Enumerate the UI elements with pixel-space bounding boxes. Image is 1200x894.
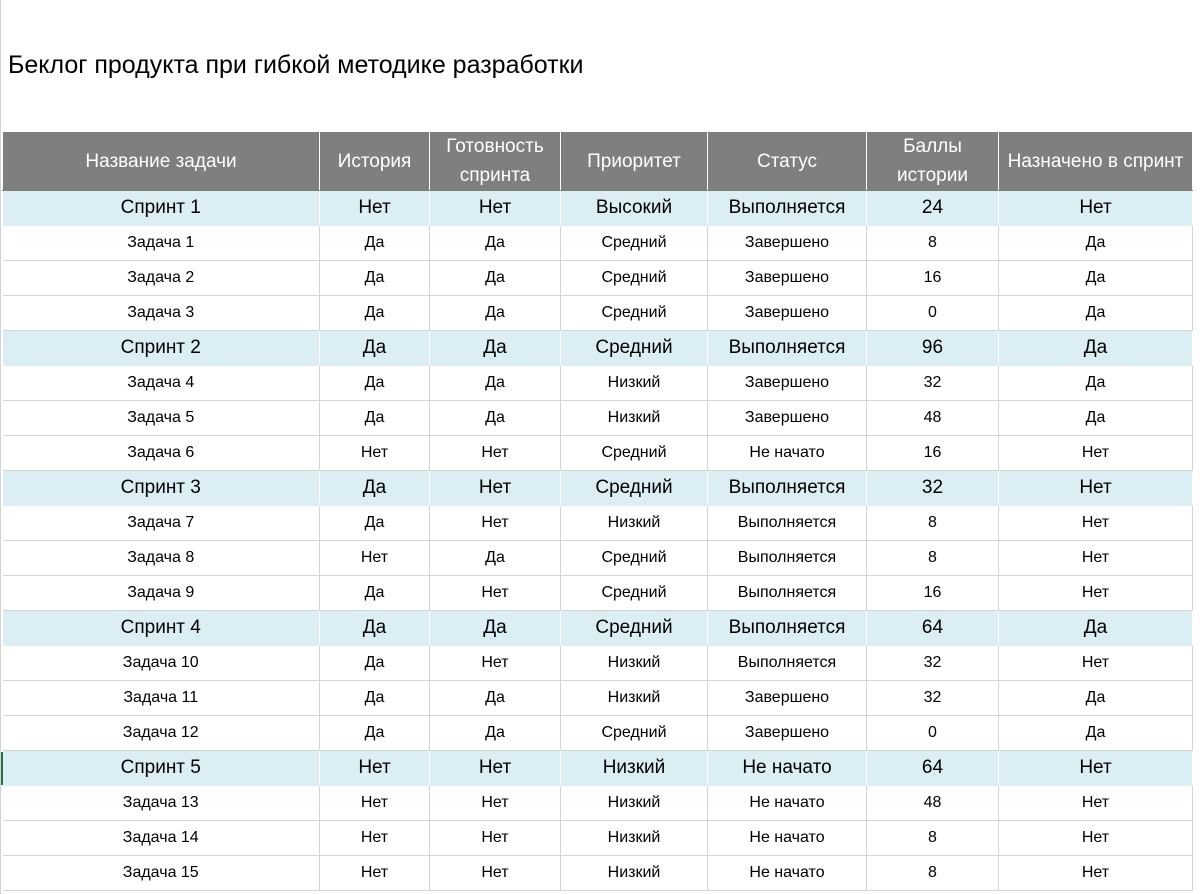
cell-status[interactable]: Завершено (708, 401, 867, 436)
cell-sprint-ready[interactable]: Да (430, 716, 561, 751)
cell-assigned-to-sprint[interactable]: Нет (999, 646, 1193, 681)
cell-story-points[interactable]: 16 (867, 261, 999, 296)
task-row (3, 646, 1193, 681)
cell-assigned-to-sprint[interactable]: Нет (999, 821, 1193, 856)
header-priority[interactable]: Приоритет (561, 132, 708, 191)
cell-status[interactable]: Не начато (708, 786, 867, 821)
cell-status[interactable]: Завершено (708, 296, 867, 331)
cell-priority[interactable]: Низкий (561, 506, 708, 541)
task-row (3, 576, 1193, 611)
cell-status[interactable]: Завершено (708, 366, 867, 401)
task-row (3, 821, 1193, 856)
cell-task-name[interactable]: Спринт 5 (3, 751, 320, 786)
cell-task-name[interactable]: Задача 8 (3, 541, 320, 576)
cell-status[interactable]: Не начато (708, 821, 867, 856)
cell-status[interactable]: Выполняется (708, 611, 867, 646)
task-row (3, 786, 1193, 821)
cell-sprint-ready[interactable]: Да (430, 611, 561, 646)
cell-story-points[interactable]: 32 (867, 471, 999, 506)
cell-sprint-ready[interactable]: Да (430, 296, 561, 331)
cell-status[interactable]: Выполняется (708, 331, 867, 366)
cell-status[interactable]: Выполняется (708, 646, 867, 681)
cell-sprint-ready[interactable]: Нет (430, 471, 561, 506)
cell-priority[interactable]: Низкий (561, 786, 708, 821)
cell-task-name[interactable]: Задача 15 (3, 856, 320, 891)
cell-task-name[interactable]: Задача 12 (3, 716, 320, 751)
cell-story[interactable]: Нет (320, 821, 430, 856)
cell-priority[interactable]: Низкий (561, 856, 708, 891)
cell-sprint-ready[interactable]: Нет (430, 786, 561, 821)
cell-task-name[interactable]: Спринт 3 (3, 471, 320, 506)
cell-assigned-to-sprint[interactable]: Нет (999, 436, 1193, 471)
task-row (3, 541, 1193, 576)
cell-story[interactable]: Да (320, 576, 430, 611)
cell-task-name[interactable]: Задача 10 (3, 646, 320, 681)
cell-story-points[interactable]: 8 (867, 821, 999, 856)
cell-priority[interactable]: Низкий (561, 681, 708, 716)
cell-task-name[interactable]: Задача 7 (3, 506, 320, 541)
cell-story-points[interactable]: 48 (867, 786, 999, 821)
cell-story[interactable]: Да (320, 716, 430, 751)
cell-story-points[interactable]: 0 (867, 716, 999, 751)
cell-priority[interactable]: Средний (561, 436, 708, 471)
task-row (3, 226, 1193, 261)
cell-priority[interactable]: Средний (561, 296, 708, 331)
cell-sprint-ready[interactable]: Нет (430, 856, 561, 891)
cell-story-points[interactable]: 8 (867, 506, 999, 541)
sprint-row (3, 331, 1193, 366)
cell-story[interactable]: Нет (320, 541, 430, 576)
cell-story-points[interactable]: 8 (867, 226, 999, 261)
cell-task-name[interactable]: Задача 4 (3, 366, 320, 401)
task-row (3, 716, 1193, 751)
cell-assigned-to-sprint[interactable]: Нет (999, 471, 1193, 506)
cell-assigned-to-sprint[interactable]: Да (999, 681, 1193, 716)
cell-priority[interactable]: Средний (561, 471, 708, 506)
task-row (3, 436, 1193, 471)
task-row (3, 506, 1193, 541)
cell-priority[interactable]: Средний (561, 716, 708, 751)
cell-story-points[interactable]: 16 (867, 436, 999, 471)
cell-priority[interactable]: Средний (561, 331, 708, 366)
cell-sprint-ready[interactable]: Нет (430, 191, 561, 226)
cell-task-name[interactable]: Задача 14 (3, 821, 320, 856)
cell-priority[interactable]: Низкий (561, 751, 708, 786)
cell-sprint-ready[interactable]: Да (430, 331, 561, 366)
cell-assigned-to-sprint[interactable]: Нет (999, 856, 1193, 891)
cell-priority[interactable]: Средний (561, 576, 708, 611)
cell-task-name[interactable]: Спринт 1 (3, 191, 320, 226)
cell-assigned-to-sprint[interactable]: Да (999, 716, 1193, 751)
cell-task-name[interactable]: Задача 5 (3, 401, 320, 436)
cell-story[interactable]: Да (320, 471, 430, 506)
cell-assigned-to-sprint[interactable]: Нет (999, 751, 1193, 786)
cell-task-name[interactable]: Задача 3 (3, 296, 320, 331)
cell-story[interactable]: Да (320, 611, 430, 646)
cell-story-points[interactable]: 48 (867, 401, 999, 436)
cell-story-points[interactable]: 24 (867, 191, 999, 226)
cell-story[interactable]: Да (320, 261, 430, 296)
cell-story-points[interactable]: 0 (867, 296, 999, 331)
cell-story-points[interactable]: 16 (867, 576, 999, 611)
cell-story-points[interactable]: 32 (867, 681, 999, 716)
cell-sprint-ready[interactable]: Да (430, 366, 561, 401)
cell-task-name[interactable]: Спринт 4 (3, 611, 320, 646)
cell-story[interactable]: Да (320, 366, 430, 401)
cell-story[interactable]: Да (320, 226, 430, 261)
task-row (3, 366, 1193, 401)
cell-story[interactable]: Да (320, 401, 430, 436)
cell-status[interactable]: Выполняется (708, 541, 867, 576)
cell-status[interactable]: Выполняется (708, 191, 867, 226)
cell-assigned-to-sprint[interactable]: Да (999, 226, 1193, 261)
cell-sprint-ready[interactable]: Да (430, 681, 561, 716)
cell-priority[interactable]: Средний (561, 261, 708, 296)
cell-story[interactable]: Нет (320, 751, 430, 786)
cell-status[interactable]: Не начато (708, 856, 867, 891)
task-row (3, 856, 1193, 891)
cell-story[interactable]: Нет (320, 786, 430, 821)
cell-story[interactable]: Да (320, 646, 430, 681)
cell-sprint-ready[interactable]: Да (430, 226, 561, 261)
cell-priority[interactable]: Средний (561, 611, 708, 646)
cell-status[interactable]: Завершено (708, 716, 867, 751)
cell-story[interactable]: Да (320, 331, 430, 366)
cell-story[interactable]: Нет (320, 436, 430, 471)
cell-priority[interactable]: Низкий (561, 821, 708, 856)
task-row (3, 681, 1193, 716)
cell-status[interactable]: Выполняется (708, 576, 867, 611)
cell-priority[interactable]: Средний (561, 226, 708, 261)
cell-story[interactable]: Нет (320, 191, 430, 226)
cell-priority[interactable]: Средний (561, 541, 708, 576)
cell-story-points[interactable]: 8 (867, 856, 999, 891)
cell-sprint-ready[interactable]: Нет (430, 751, 561, 786)
cell-priority[interactable]: Низкий (561, 401, 708, 436)
sprint-row (3, 471, 1193, 506)
cell-sprint-ready[interactable]: Да (430, 261, 561, 296)
header-row (3, 132, 1193, 191)
cell-status[interactable]: Не начато (708, 751, 867, 786)
sprint-row (3, 191, 1193, 226)
cell-story[interactable]: Нет (320, 856, 430, 891)
cell-story[interactable]: Да (320, 506, 430, 541)
cell-assigned-to-sprint[interactable]: Да (999, 366, 1193, 401)
cell-assigned-to-sprint[interactable]: Да (999, 611, 1193, 646)
cell-task-name[interactable]: Задача 1 (3, 226, 320, 261)
cell-assigned-to-sprint[interactable]: Да (999, 261, 1193, 296)
sheet-title[interactable]: Беклог продукта при гибкой методике разработки (8, 51, 584, 79)
cell-story[interactable]: Да (320, 681, 430, 716)
header-story-points[interactable]: Баллы истории (867, 132, 999, 191)
cell-sprint-ready[interactable]: Нет (430, 506, 561, 541)
cell-priority[interactable]: Низкий (561, 366, 708, 401)
task-row (3, 401, 1193, 436)
cell-task-name[interactable]: Задача 2 (3, 261, 320, 296)
header-task-name[interactable]: Название задачи (3, 132, 320, 191)
cell-assigned-to-sprint[interactable]: Нет (999, 506, 1193, 541)
cell-sprint-ready[interactable]: Да (430, 541, 561, 576)
cell-assigned-to-sprint[interactable]: Да (999, 296, 1193, 331)
cell-task-name[interactable]: Спринт 2 (3, 331, 320, 366)
backlog-table (2, 131, 1193, 891)
task-row (3, 261, 1193, 296)
header-assigned-to-sprint[interactable]: Назначено в спринт (999, 132, 1193, 191)
cell-status[interactable]: Завершено (708, 226, 867, 261)
sprint-row (3, 611, 1193, 646)
cell-assigned-to-sprint[interactable]: Да (999, 331, 1193, 366)
cell-task-name[interactable]: Задача 11 (3, 681, 320, 716)
cell-sprint-ready[interactable]: Нет (430, 576, 561, 611)
cell-story-points[interactable]: 8 (867, 541, 999, 576)
cell-assigned-to-sprint[interactable]: Нет (999, 576, 1193, 611)
cell-priority[interactable]: Высокий (561, 191, 708, 226)
cell-assigned-to-sprint[interactable]: Да (999, 401, 1193, 436)
cell-assigned-to-sprint[interactable]: Нет (999, 786, 1193, 821)
cell-story-points[interactable]: 64 (867, 611, 999, 646)
cell-sprint-ready[interactable]: Нет (430, 821, 561, 856)
cell-sprint-ready[interactable]: Нет (430, 646, 561, 681)
cell-story-points[interactable]: 32 (867, 646, 999, 681)
header-sprint-ready[interactable]: Готовность спринта (430, 132, 561, 191)
cell-story-points[interactable]: 64 (867, 751, 999, 786)
table-body (3, 191, 1193, 891)
cell-assigned-to-sprint[interactable]: Нет (999, 541, 1193, 576)
cell-status[interactable]: Не начато (708, 436, 867, 471)
cell-status[interactable]: Завершено (708, 681, 867, 716)
cell-assigned-to-sprint[interactable]: Нет (999, 191, 1193, 226)
cell-status[interactable]: Выполняется (708, 506, 867, 541)
cell-sprint-ready[interactable]: Да (430, 401, 561, 436)
task-row (3, 296, 1193, 331)
cell-sprint-ready[interactable]: Нет (430, 436, 561, 471)
cell-story-points[interactable]: 32 (867, 366, 999, 401)
cell-story-points[interactable]: 96 (867, 331, 999, 366)
cell-story[interactable]: Да (320, 296, 430, 331)
header-story[interactable]: История (320, 132, 430, 191)
cell-task-name[interactable]: Задача 9 (3, 576, 320, 611)
cell-status[interactable]: Завершено (708, 261, 867, 296)
cell-status[interactable]: Выполняется (708, 471, 867, 506)
cell-task-name[interactable]: Задача 13 (3, 786, 320, 821)
sprint-row (3, 751, 1193, 786)
cell-task-name[interactable]: Задача 6 (3, 436, 320, 471)
header-status[interactable]: Статус (708, 132, 867, 191)
cell-priority[interactable]: Низкий (561, 646, 708, 681)
